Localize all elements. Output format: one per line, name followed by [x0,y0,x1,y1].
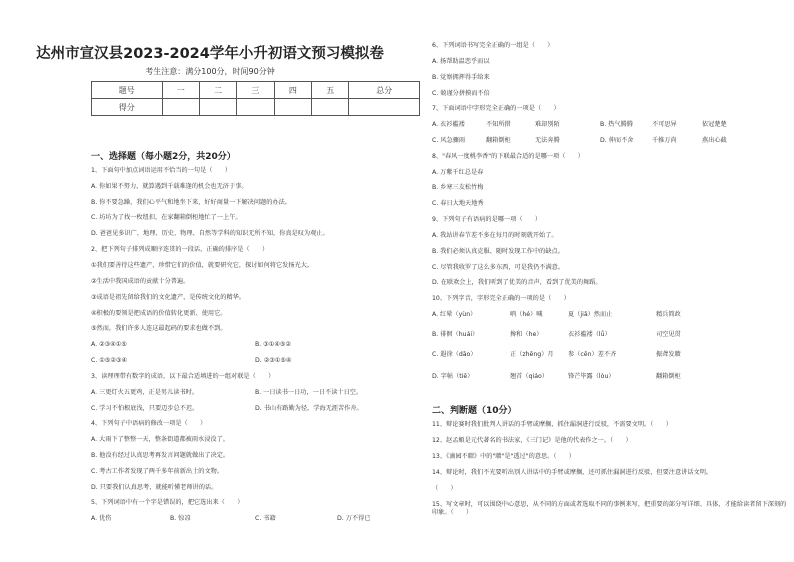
option-b: B. 一日读书一日功，一日不读十日空。 [255,389,363,396]
question-stem: 8、"春风一度桃李香"的下联最合适的是哪一项（ ） [432,153,584,160]
option-a: A. 优伤 [91,515,112,522]
option-word: 千推万尚 [652,137,677,144]
option-word: 燕出心截 [702,137,727,144]
option-line: A. 万紫千红总是春 [432,169,484,176]
option-line: A. 我站讲春节差不多在每月的时刻就开始了。 [432,232,558,239]
table-row [92,99,420,116]
option-word: 翘首（qiáo） [510,373,548,380]
judgment-line: 11、辩论赛时我们批判人讲话的手臂或摩搁，抓住漏洞进行反驳，不需要文明。（ ） [432,421,672,428]
option-word: 司空见贯 [656,331,681,338]
option-a: A. ②③④①⑤ [91,341,127,348]
option-line: B. 你不要急躁，我们心平气和地坐下来，好好商量一下解决问题的办法。 [91,199,291,206]
option-a: A. 三更灯火五更鸡，正是男儿读书时。 [91,389,199,396]
exam-notice: 考生注意：满分100分，时间90分钟 [145,67,275,76]
answer-blank: （ ） [432,485,457,492]
option-word: 翻箱倒柜 [486,137,511,144]
table-cell[interactable] [274,99,311,116]
option-word: 不知所措 [486,121,511,128]
table-header-cell: 四 [274,82,311,99]
table-header-cell: 一 [162,82,199,99]
option-b: B. 热气腾腾 [600,121,633,128]
option-line: B. 他没有经过认真思考再发言问题就做出了决定。 [91,452,230,459]
question-stem: 3、读理理带有数字的成语，以下最合适填进的一组对联是（ ） [91,373,275,380]
table-header-cell: 二 [199,82,236,99]
option-word: 锋芒毕露（lòu） [568,373,615,380]
sentence-line: ③成语是祖先留给我们的文化遗产，是传统文化的精华。 [91,294,246,301]
table-row [92,82,420,99]
option-line: C. 兢谨分拼摸而不倍 [432,90,490,97]
option-word: 翻箱倒柜 [656,373,681,380]
option-line: C. 考古工作者发现了两千多年前新出土的文物。 [91,468,224,475]
question-stem: 10、下列字音，字形完全正确的一项的是（ ） [432,295,570,302]
option-word: 正（zhēng）月 [510,351,554,358]
option-word: 搀和（he） [510,331,543,338]
question-stem: 7、下面词语中字形完全正确的一项是（ ） [432,105,560,112]
option-word: 振聋发聩 [656,351,681,358]
option-line: B. 觉察拥挥得手给来 [432,74,490,81]
question-stem: 5、下列词语中有一个字是错误的，把它选出来（ ） [91,499,244,506]
option-line: B. 乡寒三友松竹梅 [432,184,484,191]
option-line: D. 在联欢会上，我们听到了优美的音声，看到了优美的舞蹈。 [432,279,602,286]
option-d: D. ②③①⑤④ [255,357,292,364]
section-heading: 二、判断题（10分） [432,406,517,416]
option-word: 依冠楚楚 [702,121,727,128]
option-d: D. 字帖（tiē） [432,373,474,380]
table-header-cell: 题号 [92,82,163,99]
question-stem: 9、下列句子有语病的是哪一项（ ） [432,216,542,223]
option-c: C. 遐徐（dāo） [432,351,477,358]
option-b: B. 徘徊（huái） [432,331,479,338]
option-line: C. 春日大地天地秀 [432,200,484,207]
table-cell[interactable] [349,99,420,116]
option-word: 夏（jiǎ）然而止 [568,311,613,318]
option-line: A. 大雨下了整整一天，整条街道都被雨水浸没了。 [91,436,229,443]
judgment-line: 14、辩论时，我们不光要听出别人讲话中的手臂或摩搁，还可抓住漏洞进行反驳，但要注意讲话文明。 [432,469,713,476]
option-line: C. 坊坊为了找一枚纽扣，在家翻箱倒柜地忙了一上午。 [91,214,242,221]
option-a: A. 衣衫褴褛 [432,121,465,128]
question-stem: 2、把下列句子排列成顺序连贯的一段话，正确的排序是（ ） [91,246,269,253]
option-c: C. ①⑤②③④ [91,357,127,364]
option-d: D. 万不得已 [337,515,371,522]
option-b: B. ③①④⑤② [255,341,291,348]
sentence-line: ②生活中我国成语的贡献十分普遍。 [91,278,190,285]
option-word: 衣衫褴褛（lǚ） [568,331,611,338]
option-d: D. 伸而不舍 [600,137,634,144]
sentence-line: ⑤然而，我们许多人连这最起码的要求也做不到。 [91,325,227,332]
question-stem: 6、下列词语书写完全正确的一组是（ ） [432,42,554,49]
table-cell[interactable] [199,99,236,116]
judgment-line: 13、《滴园不聩》中的"聩"是"透过"的意思。（ ） [432,453,575,460]
table-header-cell: 五 [312,82,349,99]
option-line: A. 你如果不努力，就算遇到千载难逢的机会也无济于事。 [91,183,248,190]
question-stem: 4、下列句子中语病的修改一项是（ ） [91,420,207,427]
judgment-line: 15、写文章时，可以围绕中心意思，从不同的方面或者选取不同的事例来写，把重要的部分写详细、具体，才能给读者留下深刻的印象。（ ） [432,501,787,516]
table-cell[interactable] [237,99,274,116]
question-stem: 1、下面句中加点词语运用不恰当的一句是（ ） [91,167,232,174]
page-title: 达州市宣汉县2023-2024学年小升初语文预习模拟卷 [36,46,384,62]
option-word: 不可思异 [652,121,677,128]
option-line: D. 爸爸见多识广，地理、历史、物理、自然等学科的知识无所不知，你真是叹为观止。 [91,230,329,237]
score-table [91,81,420,116]
option-c: C. 书籍 [255,515,276,522]
table-header-cell: 总分 [349,82,420,99]
option-c: C. 风急骤雨 [432,137,466,144]
table-cell[interactable] [312,99,349,116]
option-word: 精兵简政 [656,311,681,318]
option-word: 参（cēn）差不齐 [568,351,617,358]
option-line: D. 只要我们认真思考，就能听懂老师讲的话。 [91,484,218,491]
table-cell: 得分 [92,99,163,116]
judgment-line: 12、赵孟頫是元代著名的书法家，《三门记》是他的代表作之一。（ ） [432,437,632,444]
option-line: A. 扬帮助温恋乎而以 [432,58,490,65]
option-word: 吶（hé）喊 [510,311,543,318]
option-line: C. 尽管我收罗了这么多东西，可是我仍不满意。 [432,264,565,271]
option-word: 难却别陌 [535,121,560,128]
table-header-cell: 三 [237,82,274,99]
option-c: C. 学习不怕根底浅，只要迈步总不迟。 [91,405,199,412]
option-b: B. 惊凉 [170,515,191,522]
option-line: B. 我们必须认真克服、随时发现工作中的缺点。 [432,248,564,255]
option-d: D. 书山有路勤为径，学海无涯苦作舟。 [255,405,363,412]
option-word: 无法奔腾 [535,137,560,144]
section-heading: 一、选择题（每小题2分，共20分） [91,152,236,162]
option-a: A. 红晕（yùn） [432,311,477,318]
table-cell[interactable] [162,99,199,116]
sentence-line: ④积极的要领是把成语的价值转化更新、使用它。 [91,310,227,317]
sentence-line: ①我们要善待这些遗产，珍惜它们的价值，就要研究它，探讨如何将它发扬光大。 [91,262,314,269]
